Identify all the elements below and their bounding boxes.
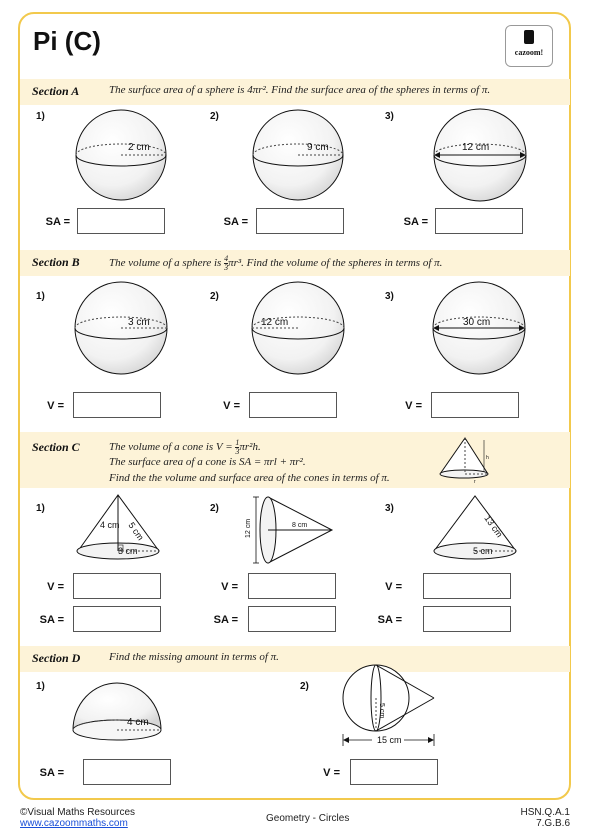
sphere-radius-label: 5 cm [378,703,385,719]
footer-url[interactable] [20,818,128,829]
question-number: 3) [385,503,394,514]
sphere-diameter-label: 30 cm [463,317,491,328]
cone-slant-label: 13 cm [482,513,505,540]
question-number: 2) [210,111,219,122]
section-b-title: Section B [32,255,80,269]
hemisphere-radius-label: 4 cm [127,717,149,728]
answer-box[interactable] [83,759,171,785]
sphere-radius-label: 9 cm [307,142,329,153]
question-number: 1) [36,291,45,302]
question-number: 3) [385,111,394,122]
question-number: 1) [36,681,45,692]
answer-label: V = [405,400,422,412]
sphere-radius-label: 12 cm [261,317,289,328]
section-d-title: Section D [32,651,81,665]
answer-box[interactable] [350,759,438,785]
section-a-title: Section A [32,84,80,98]
sphere-radius-label: 2 cm [128,142,150,153]
answer-label: V = [221,581,238,593]
section-a-instruction: The surface area of a sphere is 4πr². Find the surface area of the spheres in terms of π. [109,84,491,96]
answer-label: SA = [39,767,64,779]
cone-slant-label: 8 cm [292,522,308,529]
hemisphere [73,683,161,740]
answer-label: SA = [39,614,64,626]
section-c-formula-volume: The volume of a cone is V = $\frac{1}{3}$ πr²h. [109,438,261,456]
total-length-label: 15 cm [377,735,402,745]
question-number: 1) [36,503,45,514]
question-number: 3) [385,291,394,302]
cone-slant-label: 5 cm [126,520,146,543]
answer-label: SA = [377,614,402,626]
question-number: 2) [300,681,309,692]
page-title: Pi (C) [33,26,101,56]
footer-copyright: ©Visual Maths Resources [20,807,136,818]
cone-diameter-label: 12 cm [245,518,252,538]
question-number: 2) [210,503,219,514]
footer-standard-2: 7.G.B.6 [536,818,570,829]
sphere-diameter-label: 12 cm [462,142,490,153]
logo-text: cazoom! [514,48,544,57]
question-number: 1) [36,111,45,122]
reference-h-label: h [486,455,489,461]
sphere-cone-composite [343,665,434,746]
reference-r-label: r [474,479,476,485]
website-link[interactable]: www.cazoommaths.com [20,818,128,829]
answer-label: V = [323,767,340,779]
section-d-instruction: Find the missing amount in terms of π. [109,651,279,663]
sphere-radius-label: 3 cm [128,317,150,328]
section-c-instruction: Find the the volume and surface area of the cones in terms of π. [109,472,390,484]
answer-label: V = [223,400,240,412]
cone-radius-label: 5 cm [473,546,493,556]
cone-radius-label: 3 cm [118,546,138,556]
section-c-formula-area: The surface area of a cone is SA = πrl + πr². [109,456,306,468]
answer-label: SA = [223,216,248,228]
answer-label: SA = [45,216,70,228]
answer-label: V = [47,581,64,593]
footer-topic: Geometry - Circles [266,813,350,824]
question-number: 2) [210,291,219,302]
section-c-title: Section C [32,440,80,454]
answer-label: SA = [403,216,428,228]
answer-label: V = [47,400,64,412]
section-b-instruction: The volume of a sphere is $\frac{4}{3}$ πr³. Find the volume of the spheres in terms of π. [109,254,443,272]
answer-label: SA = [213,614,238,626]
footer-standard-1: HSN.Q.A.1 [520,807,570,818]
cone-height-label: 4 cm [100,520,120,530]
answer-label: V = [385,581,402,593]
